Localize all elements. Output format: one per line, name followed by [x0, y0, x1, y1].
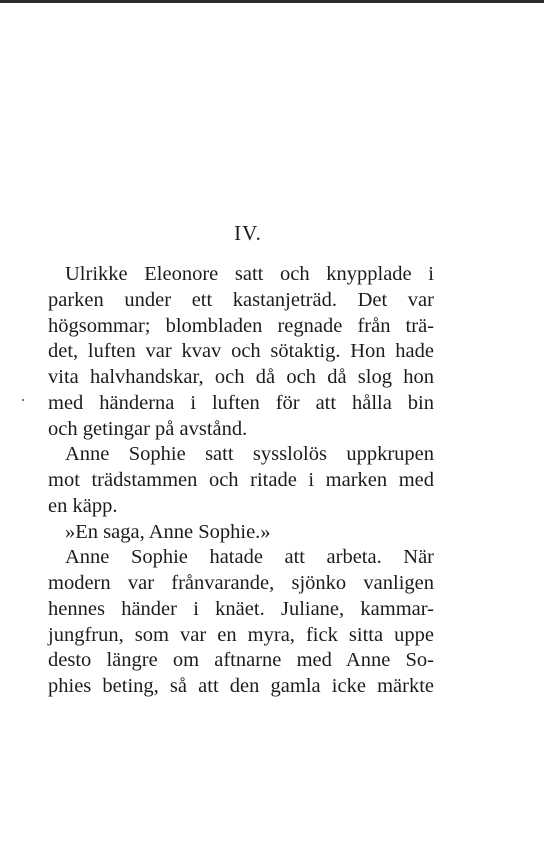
text-line: parken under ett kastanjeträd. Det var: [48, 288, 434, 311]
body-text: [48, 262, 434, 700]
text-line: en käpp.: [48, 494, 118, 517]
text-line: och getingar på avstånd.: [48, 417, 248, 440]
text-line: phies beting, så att den gamla icke märkte: [48, 675, 434, 697]
text-line: Anne Sophie hatade att arbeta. När: [65, 546, 434, 569]
margin-speck: [22, 399, 24, 401]
top-rule: [0, 0, 544, 3]
text-line: modern var frånvarande, sjönko vanligen: [48, 572, 434, 594]
text-line: mot trädstammen och ritade i marken med: [48, 469, 434, 491]
text-line: vita halvhandskar, och då och då slog hon: [48, 366, 434, 388]
text-line: Ulrikke Eleonore satt och knypplade i: [65, 263, 434, 285]
text-line: desto längre om aftnarne med Anne So-: [48, 649, 434, 672]
text-line: hennes händer i knäet. Juliane, kammar-: [48, 597, 434, 620]
text-line: Anne Sophie satt sysslolös uppkrupen: [65, 443, 434, 466]
text-line: jungfrun, som var en myra, fick sitta uppe: [48, 623, 434, 646]
text-line: »En saga, Anne Sophie.»: [65, 520, 271, 543]
text-line: med händerna i luften för att hålla bin: [48, 391, 434, 414]
text-line: det, luften var kvav och sötaktig. Hon hade: [48, 340, 434, 363]
chapter-heading: IV.: [234, 221, 262, 245]
text-line: högsommar; blombladen regnade från trä-: [48, 314, 434, 337]
